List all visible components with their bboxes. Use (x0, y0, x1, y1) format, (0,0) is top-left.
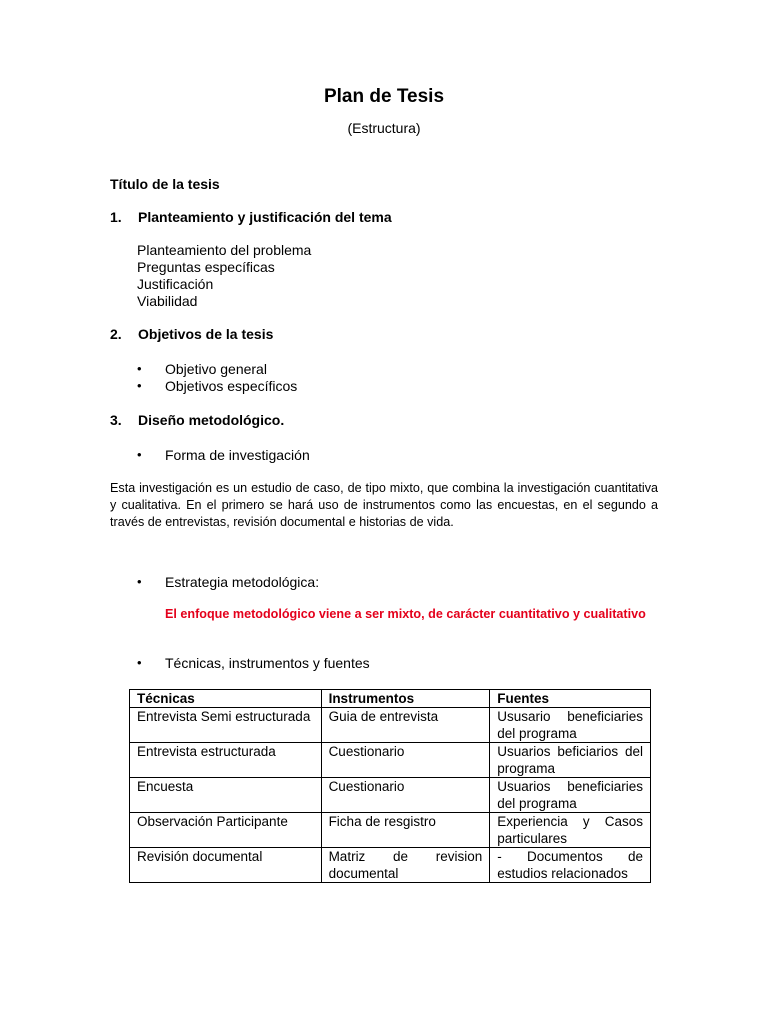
bullet-text: Técnicas, instrumentos y fuentes (165, 655, 370, 671)
table-cell: Entrevista estructurada (130, 743, 322, 778)
bullet-icon: • (137, 361, 142, 376)
table-cell: Encuesta (130, 778, 322, 813)
document-subtitle: (Estructura) (347, 120, 421, 136)
section-2-heading (110, 326, 273, 342)
table-cell: Observación Participante (130, 813, 322, 848)
bullet-icon: • (137, 655, 142, 670)
techniques-table (129, 689, 651, 883)
bullet-icon: • (137, 378, 142, 393)
table-row (130, 848, 651, 883)
section-3-number: 3. (110, 412, 122, 428)
table-cell: Entrevista Semi estructurada (130, 708, 322, 743)
bullet-item (137, 655, 370, 671)
table-header-cell: Instrumentos (321, 690, 490, 708)
bullet-text: Objetivo general (165, 361, 267, 377)
table-cell: Cuestionario (321, 778, 490, 813)
table-cell: Revisión documental (130, 848, 322, 883)
table-cell: Guia de entrevista (321, 708, 490, 743)
table-cell: Cuestionario (321, 743, 490, 778)
section-3-title: Diseño metodológico. (138, 412, 285, 428)
table-row (130, 708, 651, 743)
bullet-text: Estrategia metodológica: (165, 574, 320, 590)
document-title: Plan de Tesis (323, 86, 445, 107)
bullet-item (137, 574, 320, 590)
table-cell: Experiencia y Casos particulares (490, 813, 651, 848)
thesis-title-heading: Título de la tesis (110, 176, 220, 192)
bullet-item (137, 447, 310, 463)
section-1-heading (110, 209, 392, 225)
table-header-row (130, 690, 651, 708)
bullet-text: Objetivos específicos (165, 378, 298, 394)
bullet-icon: • (137, 574, 142, 589)
bullet-text: Forma de investigación (165, 447, 310, 463)
section-1-title: Planteamiento y justificación del tema (138, 209, 392, 225)
list-item: Planteamiento del problema (137, 242, 312, 258)
table-cell: Usuarios beneficiaries del programa (490, 778, 651, 813)
section-2-title: Objetivos de la tesis (138, 326, 274, 342)
section-3-heading (110, 412, 284, 428)
table-row (130, 813, 651, 848)
section-2-number: 2. (110, 326, 122, 342)
table-header-cell: Fuentes (490, 690, 651, 708)
highlighted-approach-text: El enfoque metodológico viene a ser mixto, de carácter cuantitativo y cualitativo (165, 607, 646, 621)
list-item: Preguntas específicas (137, 259, 275, 275)
table-header-cell: Técnicas (130, 690, 322, 708)
list-item: Viabilidad (137, 293, 198, 309)
table-cell: Ususario beneficiaries del programa (490, 708, 651, 743)
table-cell: Usuarios beficiarios del programa (490, 743, 651, 778)
table-cell: - Documentos de estudios relacionados (490, 848, 651, 883)
section-1-list (137, 242, 311, 310)
bullet-icon: • (137, 447, 142, 462)
bullet-item (137, 378, 298, 394)
section-1-number: 1. (110, 209, 122, 225)
list-item: Justificación (137, 276, 214, 292)
table-row (130, 743, 651, 778)
table-cell: Ficha de resgistro (321, 813, 490, 848)
table-cell: Matriz de revision documental (321, 848, 490, 883)
methodology-paragraph: Esta investigación es un estudio de caso, de tipo mixto, que combina la investigación cuantitativa y cualitativa. En el primero se hará uso de instrumentos como las encuestas, en el segundo a través de entrevistas, revisión documental e historias de vida. (110, 481, 658, 529)
table-row (130, 778, 651, 813)
bullet-item (137, 361, 267, 377)
